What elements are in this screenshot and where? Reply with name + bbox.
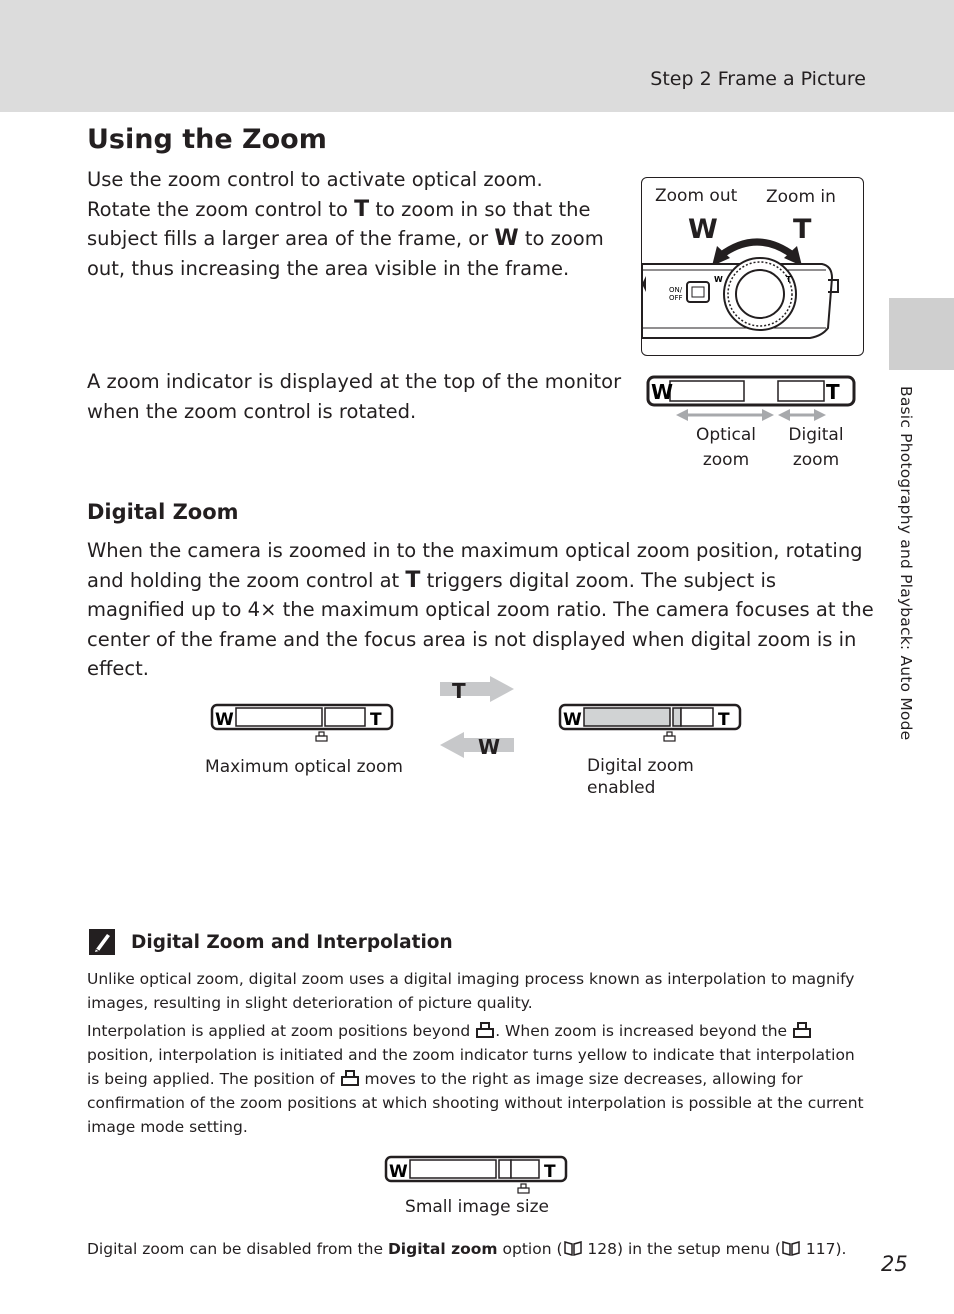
t-glyph: T xyxy=(793,214,812,245)
svg-text:T: T xyxy=(370,710,382,730)
digital-zoom-enabled-indicator xyxy=(558,702,744,744)
interpolation-icon xyxy=(340,1070,360,1086)
zoom-indicator-figure xyxy=(646,374,858,426)
section-tab xyxy=(889,298,954,370)
max-optical-zoom-indicator xyxy=(210,702,396,744)
interpolation-icon xyxy=(475,1022,495,1038)
digital-zoom-enabled-caption: Digital zoom enabled xyxy=(587,756,694,798)
pencil-note-icon xyxy=(88,928,116,956)
digital-zoom-paragraph: When the camera is zoomed in to the maximum optical zoom position, rotating and holding the zoom control at T triggers digital zoom. The subject is magnified up to 4× the maximum optical zoom ratio. The camera focuses at the center of the frame and the focus area is not displayed when digital zoom is in effect. xyxy=(87,539,874,680)
interpolation-icon xyxy=(792,1022,812,1038)
indicator-paragraph: A zoom indicator is displayed at the top of the monitor when the zoom control is rotated. xyxy=(87,370,622,423)
footer-text: Digital zoom can be disabled from the Digital zoom option ( 128) in the setup menu ( 117). xyxy=(87,1240,847,1258)
optical-zoom-label: Optical zoom xyxy=(695,425,757,470)
book-reference-icon xyxy=(563,1240,583,1256)
svg-text:OFF: OFF xyxy=(669,294,683,302)
svg-text:T: T xyxy=(786,275,792,284)
zoom-direction-arrows xyxy=(438,676,518,760)
svg-text:W: W xyxy=(389,1162,408,1182)
note-title: Digital Zoom and Interpolation xyxy=(131,932,453,953)
svg-text:W: W xyxy=(714,275,723,284)
small-image-size-caption: Small image size xyxy=(405,1197,549,1217)
note-paragraph-2: Interpolation is applied at zoom positions beyond . When zoom is increased beyond the position, interpolation is initiated and the zoom indicator turns yellow to indicate that interpolation is being applied. The position of moves to the right as image size decreases, allowing for confirmation of the zoom positions at which shooting without interpolation is possible at the current image mode setting. xyxy=(87,1022,864,1136)
book-reference-icon xyxy=(781,1240,801,1256)
camera-drawing xyxy=(642,178,864,356)
page-title: Using the Zoom xyxy=(87,124,327,155)
svg-text:W: W xyxy=(215,710,234,730)
svg-text:ON/: ON/ xyxy=(669,286,683,294)
svg-text:W: W xyxy=(563,710,582,730)
svg-text:T: T xyxy=(826,380,840,404)
w-glyph: W xyxy=(688,214,718,245)
digital-zoom-option-name: Digital zoom xyxy=(387,1240,498,1258)
svg-text:T: T xyxy=(544,1162,556,1182)
svg-text:T: T xyxy=(718,710,730,730)
small-image-size-indicator xyxy=(384,1154,570,1196)
digital-zoom-heading: Digital Zoom xyxy=(87,500,239,524)
max-optical-zoom-caption: Maximum optical zoom xyxy=(205,757,403,777)
zoom-in-label: Zoom in xyxy=(766,187,836,207)
svg-text:W: W xyxy=(651,380,674,404)
intro-paragraph: Use the zoom control to activate optical zoom. Rotate the zoom control to T to zoom in so that the subject fills a larger area of the frame, or W to zoom out, thus increasing the area visible in the frame. xyxy=(87,168,604,280)
camera-zoom-control-figure xyxy=(641,177,864,356)
page-number: 25 xyxy=(881,1252,908,1276)
section-tab-label: Basic Photography and Playback: Auto Mode xyxy=(897,386,915,741)
svg-text:W: W xyxy=(478,735,501,759)
zoom-out-label: Zoom out xyxy=(655,186,738,206)
svg-text:T: T xyxy=(452,679,466,703)
note-paragraph-1: Unlike optical zoom, digital zoom uses a digital imaging process known as interpolation to magnify images, resulting in slight deterioration of picture quality. xyxy=(87,970,855,1012)
section-header: Step 2 Frame a Picture xyxy=(650,68,866,90)
digital-zoom-label: Digital zoom xyxy=(788,425,844,470)
header-band xyxy=(0,0,954,112)
